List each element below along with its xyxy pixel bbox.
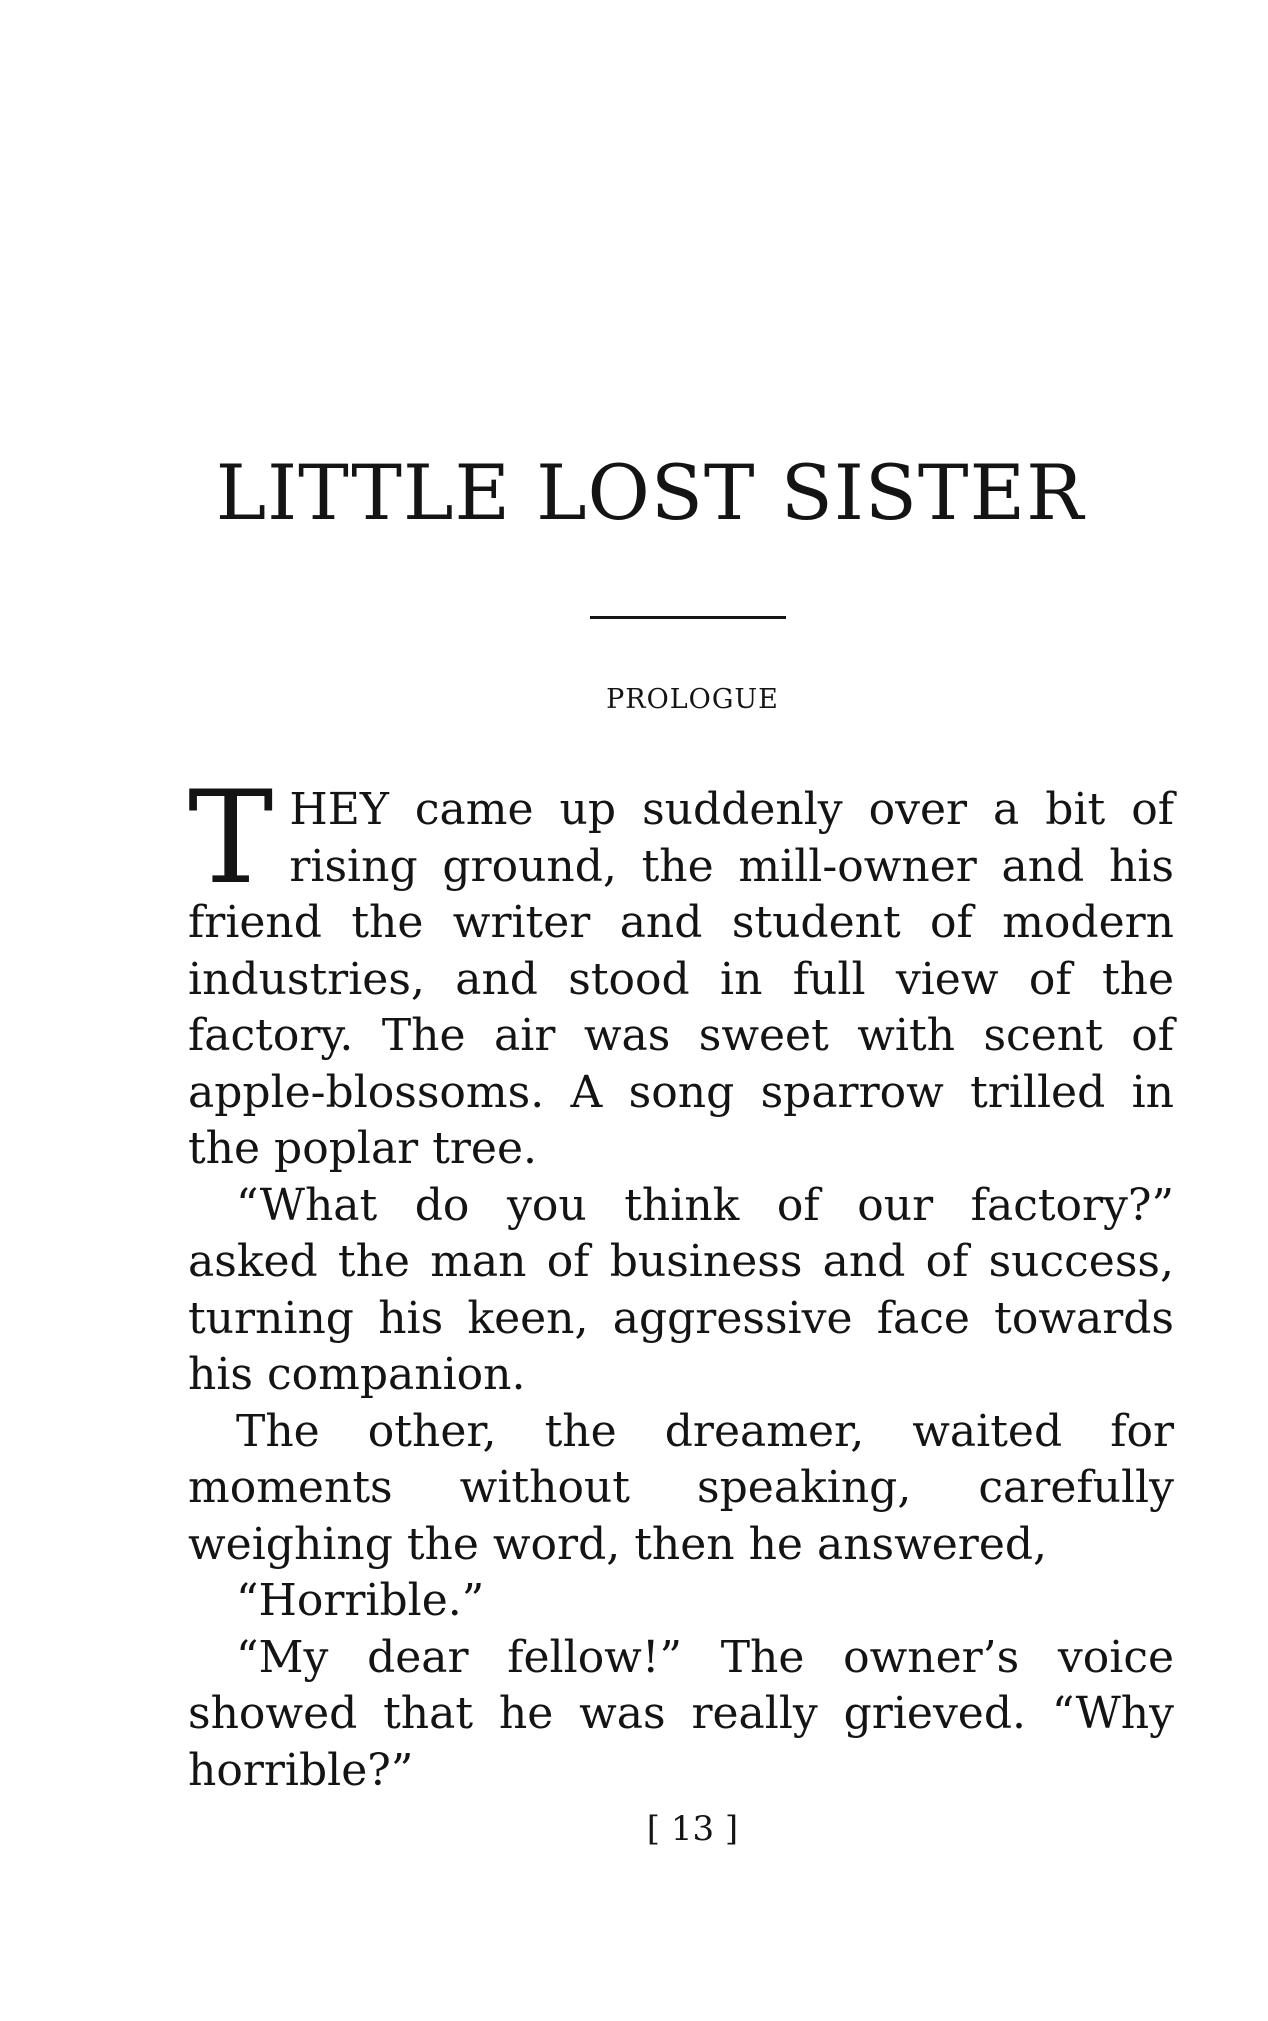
- paragraph-2: “What do you think of our factory?” asked the man of business and of success, turning his keen, aggressive face towards his companion.: [188, 1179, 1174, 1400]
- paragraph-5: “My dear fellow!” The owner’s voice showed that he was really grieved. “Why horrible?”: [188, 1631, 1174, 1796]
- section-heading: PROLOGUE: [606, 684, 779, 715]
- drop-cap: T: [188, 764, 274, 913]
- paragraph-4: “Horrible.”: [236, 1575, 485, 1626]
- chapter-title: LITTLE LOST SISTER: [215, 448, 1085, 537]
- paragraph-3: The other, the dreamer, waited for moments without speaking, carefully weighing the word, then he answered,: [188, 1405, 1174, 1570]
- paragraph-1: [188, 764, 1174, 1178]
- paragraph-1-text: HEY came up suddenly over a bit of rising ground, the mill-owner and his friend the writer and student of modern industries, and stood in full view of the factory. The air was sweet with scent of apple-blossoms. A song sparrow trilled in the poplar tree.: [188, 784, 1174, 1174]
- title-rule: [590, 616, 786, 619]
- page-number: [ 13 ]: [646, 1809, 739, 1849]
- body-text: [188, 764, 1174, 1799]
